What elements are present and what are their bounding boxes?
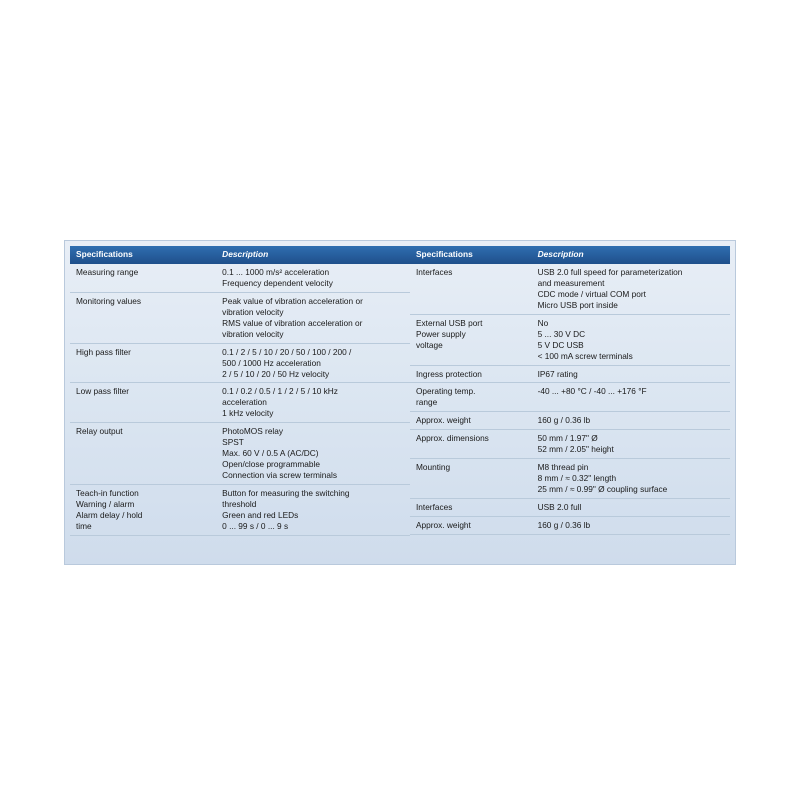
- table-row: [70, 383, 410, 423]
- left-specifications-table: [70, 246, 410, 536]
- table-row: [70, 484, 410, 535]
- desc-cell-line: < 100 mA screw terminals: [537, 350, 633, 361]
- desc-cell-line: 25 mm / ≈ 0.99" Ø coupling surface: [537, 484, 668, 494]
- desc-cell-line: 0.1 / 2 / 5 / 10 / 20 / 50 / 100 / 200 /: [222, 346, 352, 357]
- spec-cell: [410, 498, 532, 516]
- desc-cell-line: 1 kHz velocity: [222, 408, 274, 419]
- spec-cell: [410, 459, 532, 499]
- desc-cell-line: Frequency dependent velocity: [222, 277, 333, 288]
- spec-cell: [410, 412, 532, 430]
- left-table-body: [70, 264, 410, 535]
- spec-cell: [410, 516, 532, 534]
- desc-cell-line: SPST: [222, 437, 244, 448]
- desc-cell-line: threshold: [222, 498, 257, 509]
- right-table-body: [410, 264, 730, 534]
- desc-cell-line: 0 ... 99 s / 0 ... 9 s: [222, 520, 289, 531]
- spec-cell: [410, 365, 532, 383]
- column-header-specifications: Specifications: [70, 246, 216, 264]
- desc-cell: [532, 314, 730, 365]
- desc-cell: [532, 516, 730, 534]
- desc-cell-line: USB 2.0 full: [537, 501, 582, 512]
- spec-cell: [70, 423, 216, 485]
- table-row: [410, 412, 730, 430]
- desc-cell: [216, 343, 410, 383]
- spec-cell-line: Power supply: [415, 328, 466, 339]
- table-row: [70, 423, 410, 485]
- spec-cell-line: Warning / alarm: [76, 498, 135, 509]
- desc-cell-line: Connection via screw terminals: [222, 470, 337, 480]
- desc-cell-line: acceleration: [222, 397, 267, 408]
- right-specifications-table: [410, 246, 730, 535]
- desc-cell-line: 5 V DC USB: [537, 339, 584, 350]
- desc-cell: [216, 264, 410, 292]
- spec-cell: [410, 430, 532, 459]
- table-row: [70, 343, 410, 383]
- column-header-specifications: Specifications: [410, 246, 532, 264]
- spec-cell: [70, 383, 216, 423]
- table-row: [410, 264, 730, 314]
- desc-cell-line: -40 ... +80 °C / -40 ... +176 °F: [537, 386, 647, 397]
- spec-cell-line: External USB port: [415, 317, 483, 328]
- desc-cell-line: 50 mm / 1.97" Ø: [537, 433, 598, 444]
- spec-cell-line: Operating temp.: [415, 386, 476, 397]
- desc-cell-line: vibration velocity: [222, 306, 284, 317]
- left-table-container: [65, 241, 410, 536]
- desc-cell: [532, 365, 730, 383]
- table-row: [410, 459, 730, 499]
- spec-cell-line: voltage: [415, 339, 443, 350]
- desc-cell-line: PhotoMOS relay: [222, 426, 284, 437]
- table-row: [70, 264, 410, 292]
- spec-cell-line: Approx. weight: [415, 519, 471, 530]
- spec-cell-line: time: [76, 520, 92, 531]
- table-row: [410, 430, 730, 459]
- desc-cell-line: Micro USB port inside: [537, 299, 618, 310]
- spec-cell-line: Interfaces: [415, 267, 453, 277]
- desc-cell: [532, 459, 730, 499]
- spec-cell-line: Measuring range: [76, 267, 139, 277]
- table-header-row: [410, 246, 730, 264]
- desc-cell: [532, 430, 730, 459]
- desc-cell-line: M8 thread pin: [537, 462, 589, 473]
- spec-cell-line: Approx. dimensions: [415, 433, 489, 444]
- desc-cell-line: RMS value of vibration acceleration or: [222, 317, 363, 328]
- spec-cell: [70, 343, 216, 383]
- desc-cell: [216, 383, 410, 423]
- column-header-description: Description: [216, 246, 410, 264]
- desc-cell-line: Button for measuring the switching: [222, 487, 350, 498]
- desc-cell-line: 52 mm / 2.05" height: [537, 444, 614, 455]
- spec-cell-line: Mounting: [415, 462, 451, 473]
- desc-cell-line: 160 g / 0.36 lb: [537, 519, 591, 530]
- desc-cell: [532, 383, 730, 412]
- spec-cell-line: Relay output: [76, 426, 123, 437]
- desc-cell-line: Max. 60 V / 0.5 A (AC/DC): [222, 448, 319, 459]
- desc-cell-line: 8 mm / ≈ 0.32" length: [537, 473, 617, 484]
- table-row: [410, 516, 730, 534]
- spec-cell: [70, 292, 216, 343]
- desc-cell-line: 160 g / 0.36 lb: [537, 415, 591, 426]
- desc-cell-line: 2 / 5 / 10 / 20 / 50 Hz velocity: [222, 368, 330, 379]
- table-row: [410, 498, 730, 516]
- spec-cell-line: Approx. weight: [415, 415, 471, 426]
- desc-cell-line: CDC mode / virtual COM port: [537, 288, 646, 299]
- desc-cell: [532, 498, 730, 516]
- spec-cell-line: Alarm delay / hold: [76, 509, 143, 520]
- desc-cell: [216, 292, 410, 343]
- spec-cell: [70, 264, 216, 292]
- table-row: [410, 383, 730, 412]
- desc-cell: [216, 423, 410, 485]
- desc-cell-line: Peak value of vibration acceleration or: [222, 295, 363, 306]
- spec-cell-line: Ingress protection: [415, 368, 482, 379]
- table-row: [410, 314, 730, 365]
- table-row: [410, 365, 730, 383]
- spec-cell-line: Monitoring values: [76, 295, 142, 306]
- spec-cell: [70, 484, 216, 535]
- table-header-row: [70, 246, 410, 264]
- spec-cell: [410, 314, 532, 365]
- spec-cell-line: High pass filter: [76, 346, 131, 357]
- desc-cell-line: IP67 rating: [537, 368, 578, 379]
- specifications-tables: [65, 241, 735, 536]
- desc-cell-line: Green and red LEDs: [222, 509, 299, 520]
- specifications-panel: [64, 240, 736, 565]
- desc-cell-line: No: [537, 317, 549, 328]
- desc-cell: [216, 484, 410, 535]
- desc-cell-line: vibration velocity: [222, 328, 284, 339]
- desc-cell: [532, 412, 730, 430]
- spec-cell: [410, 264, 532, 314]
- spec-cell-line: Interfaces: [415, 501, 453, 512]
- desc-cell-line: 500 / 1000 Hz acceleration: [222, 357, 321, 368]
- column-header-description: Description: [532, 246, 730, 264]
- spec-cell-line: Teach-in function: [76, 487, 139, 498]
- table-row: [70, 292, 410, 343]
- desc-cell-line: Open/close programmable: [222, 459, 320, 470]
- desc-cell-line: 0.1 ... 1000 m/s² acceleration: [222, 267, 330, 277]
- desc-cell-line: USB 2.0 full speed for parameterization: [537, 267, 683, 277]
- desc-cell-line: 5 ... 30 V DC: [537, 328, 586, 339]
- desc-cell-line: and measurement: [537, 277, 605, 288]
- desc-cell-line: 0.1 / 0.2 / 0.5 / 1 / 2 / 5 / 10 kHz: [222, 386, 338, 397]
- spec-cell-line: Low pass filter: [76, 386, 130, 397]
- spec-cell-line: range: [415, 397, 438, 408]
- spec-cell: [410, 383, 532, 412]
- right-table-container: [410, 241, 735, 536]
- desc-cell: [532, 264, 730, 314]
